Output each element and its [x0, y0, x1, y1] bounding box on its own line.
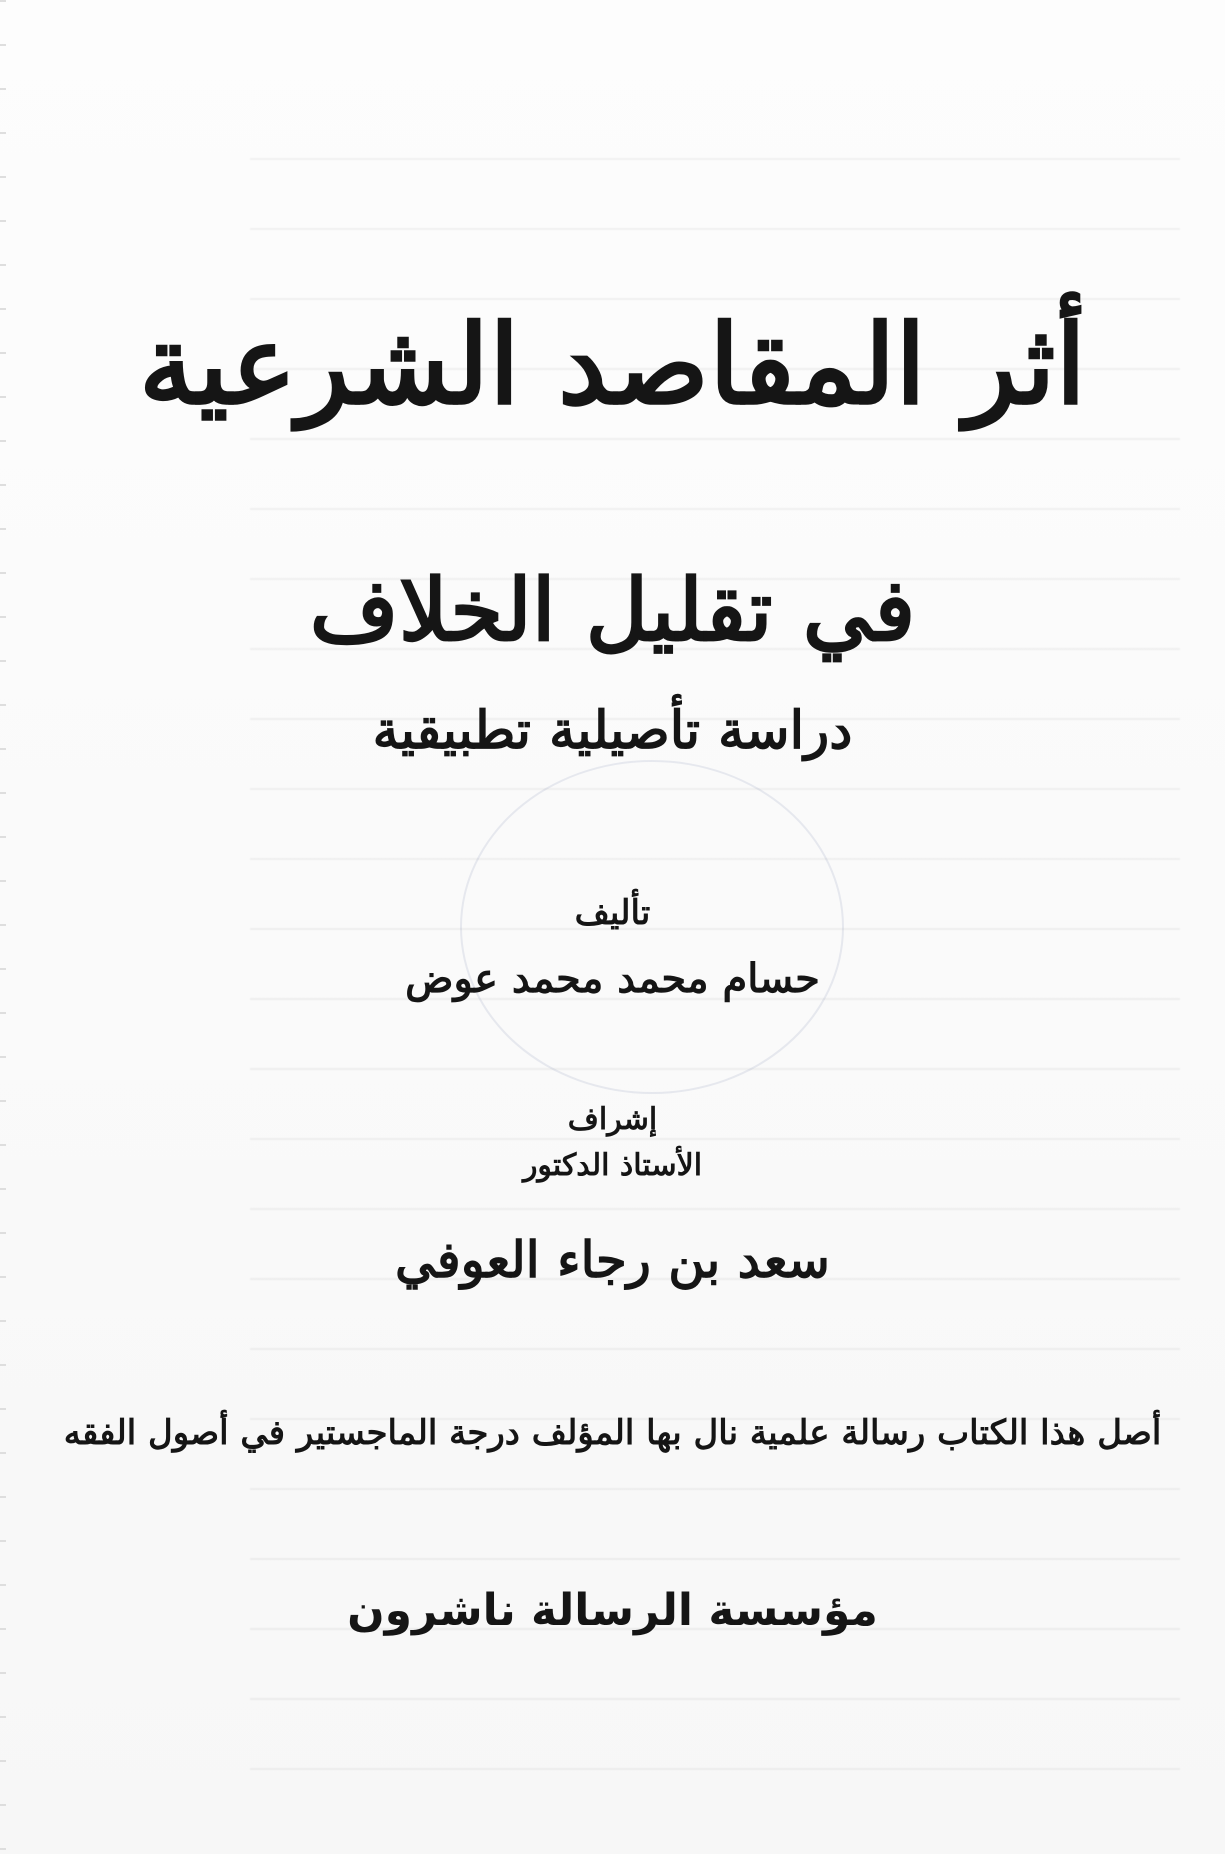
title-line-2: في تقليل الخلاف [309, 560, 916, 661]
supervisor-title: الأستاذ الدكتور [522, 1148, 703, 1183]
title-line-1: أثر المقاصد الشرعية [138, 300, 1087, 429]
supervisor-name: سعد بن رجاء العوفي [395, 1230, 830, 1289]
subtitle: دراسة تأصيلية تطبيقية [372, 700, 853, 761]
supervision-label: إشراف [567, 1102, 658, 1137]
publisher-name: مؤسسة الرسالة ناشرون [347, 1585, 878, 1636]
author-name: حسام محمد محمد عوض [405, 955, 820, 1002]
author-label: تأليف [574, 893, 651, 933]
book-note: أصل هذا الكتاب رسالة علمية نال بها المؤلف درجة الماجستير في أصول الفقه [63, 1413, 1162, 1453]
